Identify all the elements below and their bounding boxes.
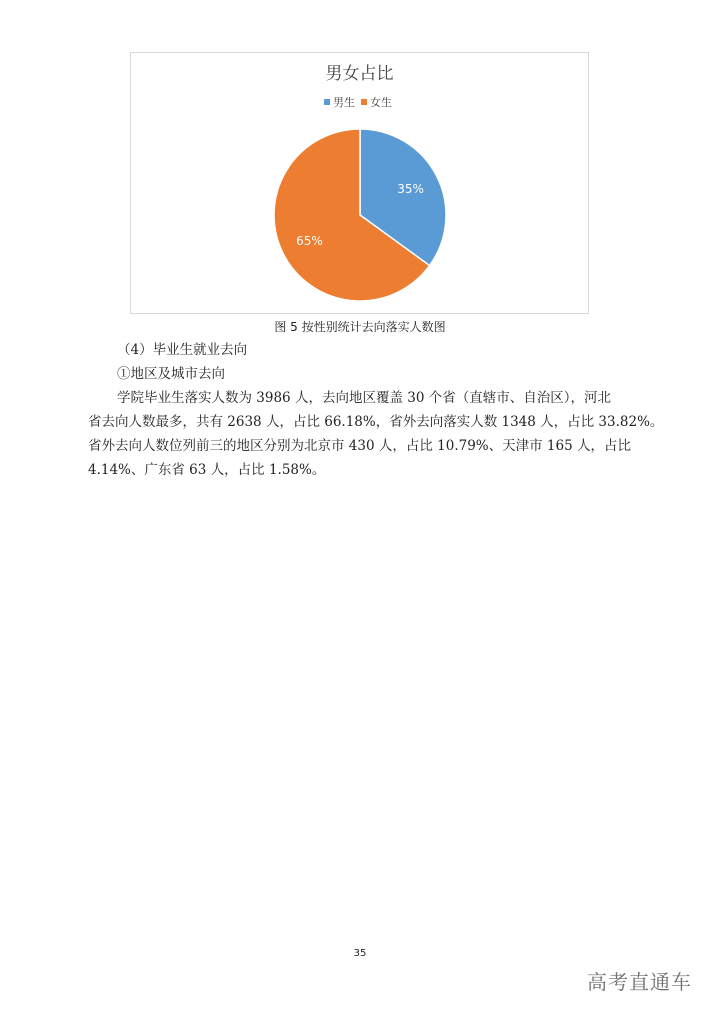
figure-caption: 图 5 按性别统计去向落实人数图	[274, 320, 446, 334]
pie-data-label: 65%	[296, 233, 323, 248]
legend-swatch	[361, 99, 367, 105]
legend-label: 男生	[333, 96, 355, 109]
chart-title: 男女占比	[325, 64, 394, 84]
paragraph-line: 省外去向人数位列前三的地区分别为北京市 430 人，占比 10.79%、天津市 165 人，占比	[88, 438, 631, 454]
gender-pie-chart	[130, 52, 589, 314]
paragraph-line: 学院毕业生落实人数为 3986 人，去向地区覆盖 30 个省（直辖市、自治区），河北	[117, 390, 611, 406]
paragraph-line: 4.14%、广东省 63 人，占比 1.58%。	[88, 462, 326, 478]
paragraph-line: 省去向人数最多，共有 2638 人，占比 66.18%，省外去向落实人数 1348 人，占比 33.82%。	[88, 414, 664, 430]
watermark-logo: 高考直通车	[587, 970, 692, 994]
legend-swatch	[324, 99, 330, 105]
pie-slices	[274, 129, 446, 301]
section-heading: （4）毕业生就业去向	[117, 342, 248, 358]
page-number: 35	[353, 948, 367, 959]
chart-legend	[324, 95, 392, 109]
pie-data-label: 35%	[397, 182, 424, 197]
pie-chart-svg	[131, 53, 588, 313]
legend-label: 女生	[370, 96, 392, 109]
subsection-heading: ①地区及城市去向	[117, 366, 225, 382]
